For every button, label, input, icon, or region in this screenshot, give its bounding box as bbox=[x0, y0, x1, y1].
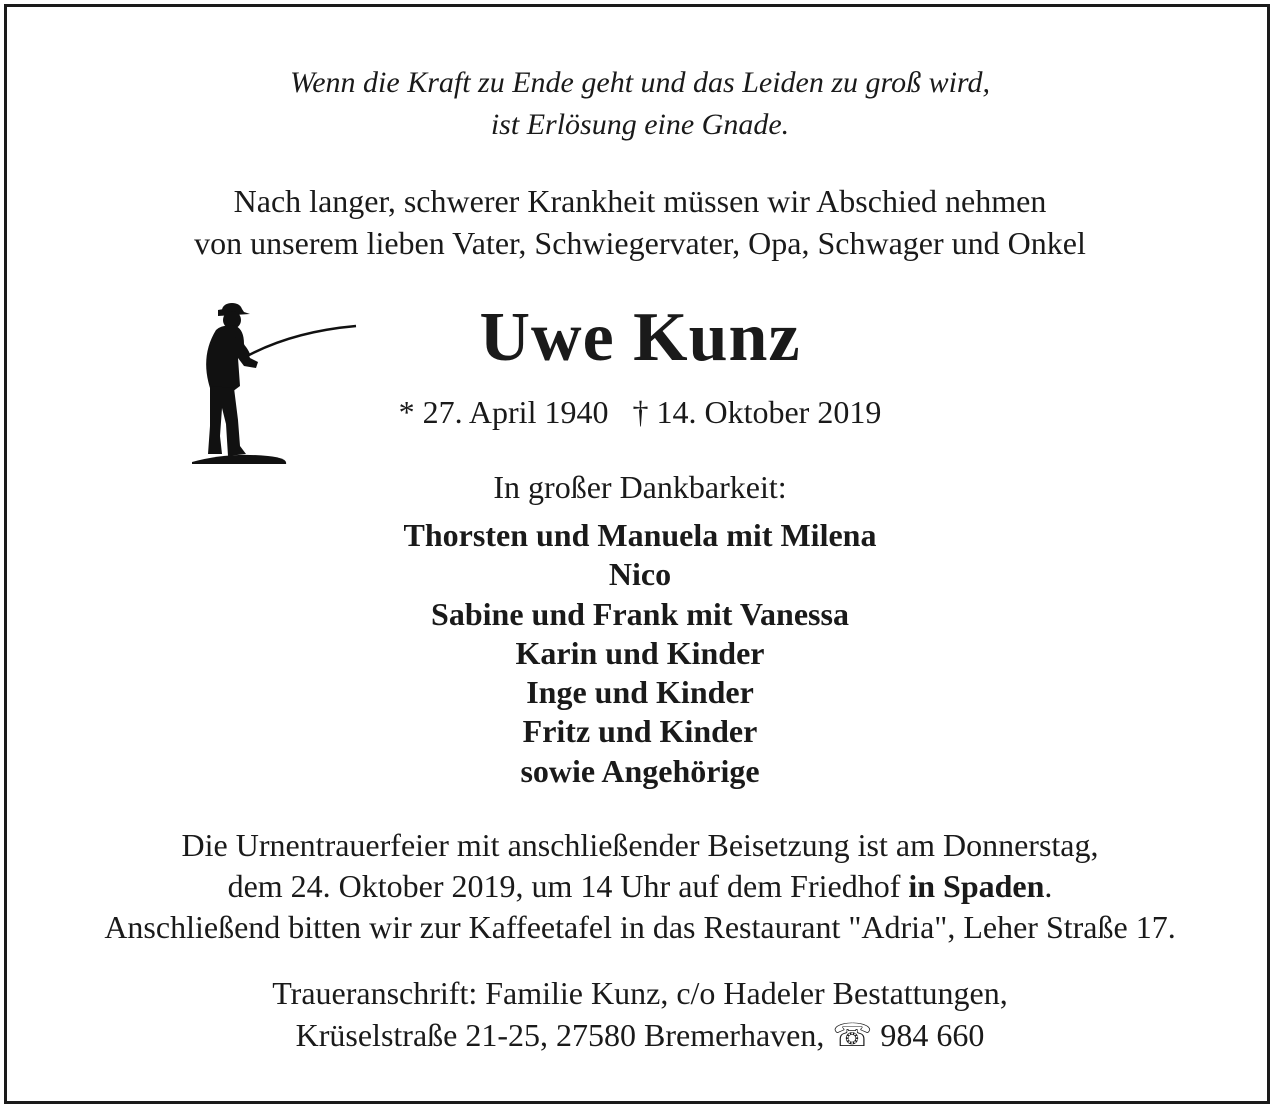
life-dates bbox=[0, 391, 1280, 433]
mourner-line: Sabine und Frank mit Vanessa bbox=[431, 595, 849, 632]
service-period: . bbox=[1044, 868, 1053, 904]
service-info bbox=[0, 825, 1280, 948]
address-line-1: Traueranschrift: Familie Kunz, c/o Hadeler Bestattungen, bbox=[272, 975, 1008, 1011]
motto bbox=[0, 62, 1280, 146]
intro-line-1: Nach langer, schwerer Krankheit müssen wir Abschied nehmen bbox=[233, 183, 1047, 219]
address-line-2 bbox=[0, 1014, 1280, 1056]
mourning-address bbox=[0, 972, 1280, 1056]
mourner-line: Karin und Kinder bbox=[515, 634, 765, 671]
service-line-1: Die Urnentrauerfeier mit anschließender Beisetzung ist am Donnerstag, bbox=[181, 827, 1099, 863]
mourner-line: Nico bbox=[608, 556, 672, 593]
mourner-line: Thorsten und Manuela mit Milena bbox=[403, 517, 877, 553]
service-location: in Spaden bbox=[908, 868, 1045, 904]
intro-line-2: von unserem lieben Vater, Schwiegervater, Opa, Schwager und Onkel bbox=[194, 225, 1086, 261]
mourner-line: Fritz und Kinder bbox=[522, 713, 758, 750]
address-street: Krüselstraße 21-25, 27580 Bremerhaven, bbox=[295, 1017, 833, 1053]
mourner-line: sowie Angehörige bbox=[520, 752, 760, 789]
service-date-text: dem 24. Oktober 2019, um 14 Uhr auf dem Friedhof bbox=[227, 868, 909, 904]
birth-date: * 27. April 1940 bbox=[398, 394, 609, 430]
phone-icon: ☏ bbox=[832, 1017, 873, 1053]
mourner-line: Inge und Kinder bbox=[526, 674, 754, 711]
deceased-name: Uwe Kunz bbox=[479, 299, 801, 376]
service-line-3: Anschließend bitten wir zur Kaffeetafel in das Restaurant "Adria", Leher Straße 17. bbox=[104, 909, 1176, 945]
motto-line-1: Wenn die Kraft zu Ende geht und das Leiden zu groß wird, bbox=[290, 66, 990, 99]
thanks-heading: In großer Dankbarkeit: bbox=[493, 469, 787, 505]
service-line-2 bbox=[0, 866, 1280, 907]
motto-line-2: ist Erlösung eine Gnade. bbox=[490, 108, 790, 141]
death-date: † 14. Oktober 2019 bbox=[632, 394, 882, 430]
phone-number: 984 660 bbox=[872, 1017, 985, 1053]
intro-text bbox=[0, 180, 1280, 264]
mourners-list bbox=[0, 516, 1280, 791]
